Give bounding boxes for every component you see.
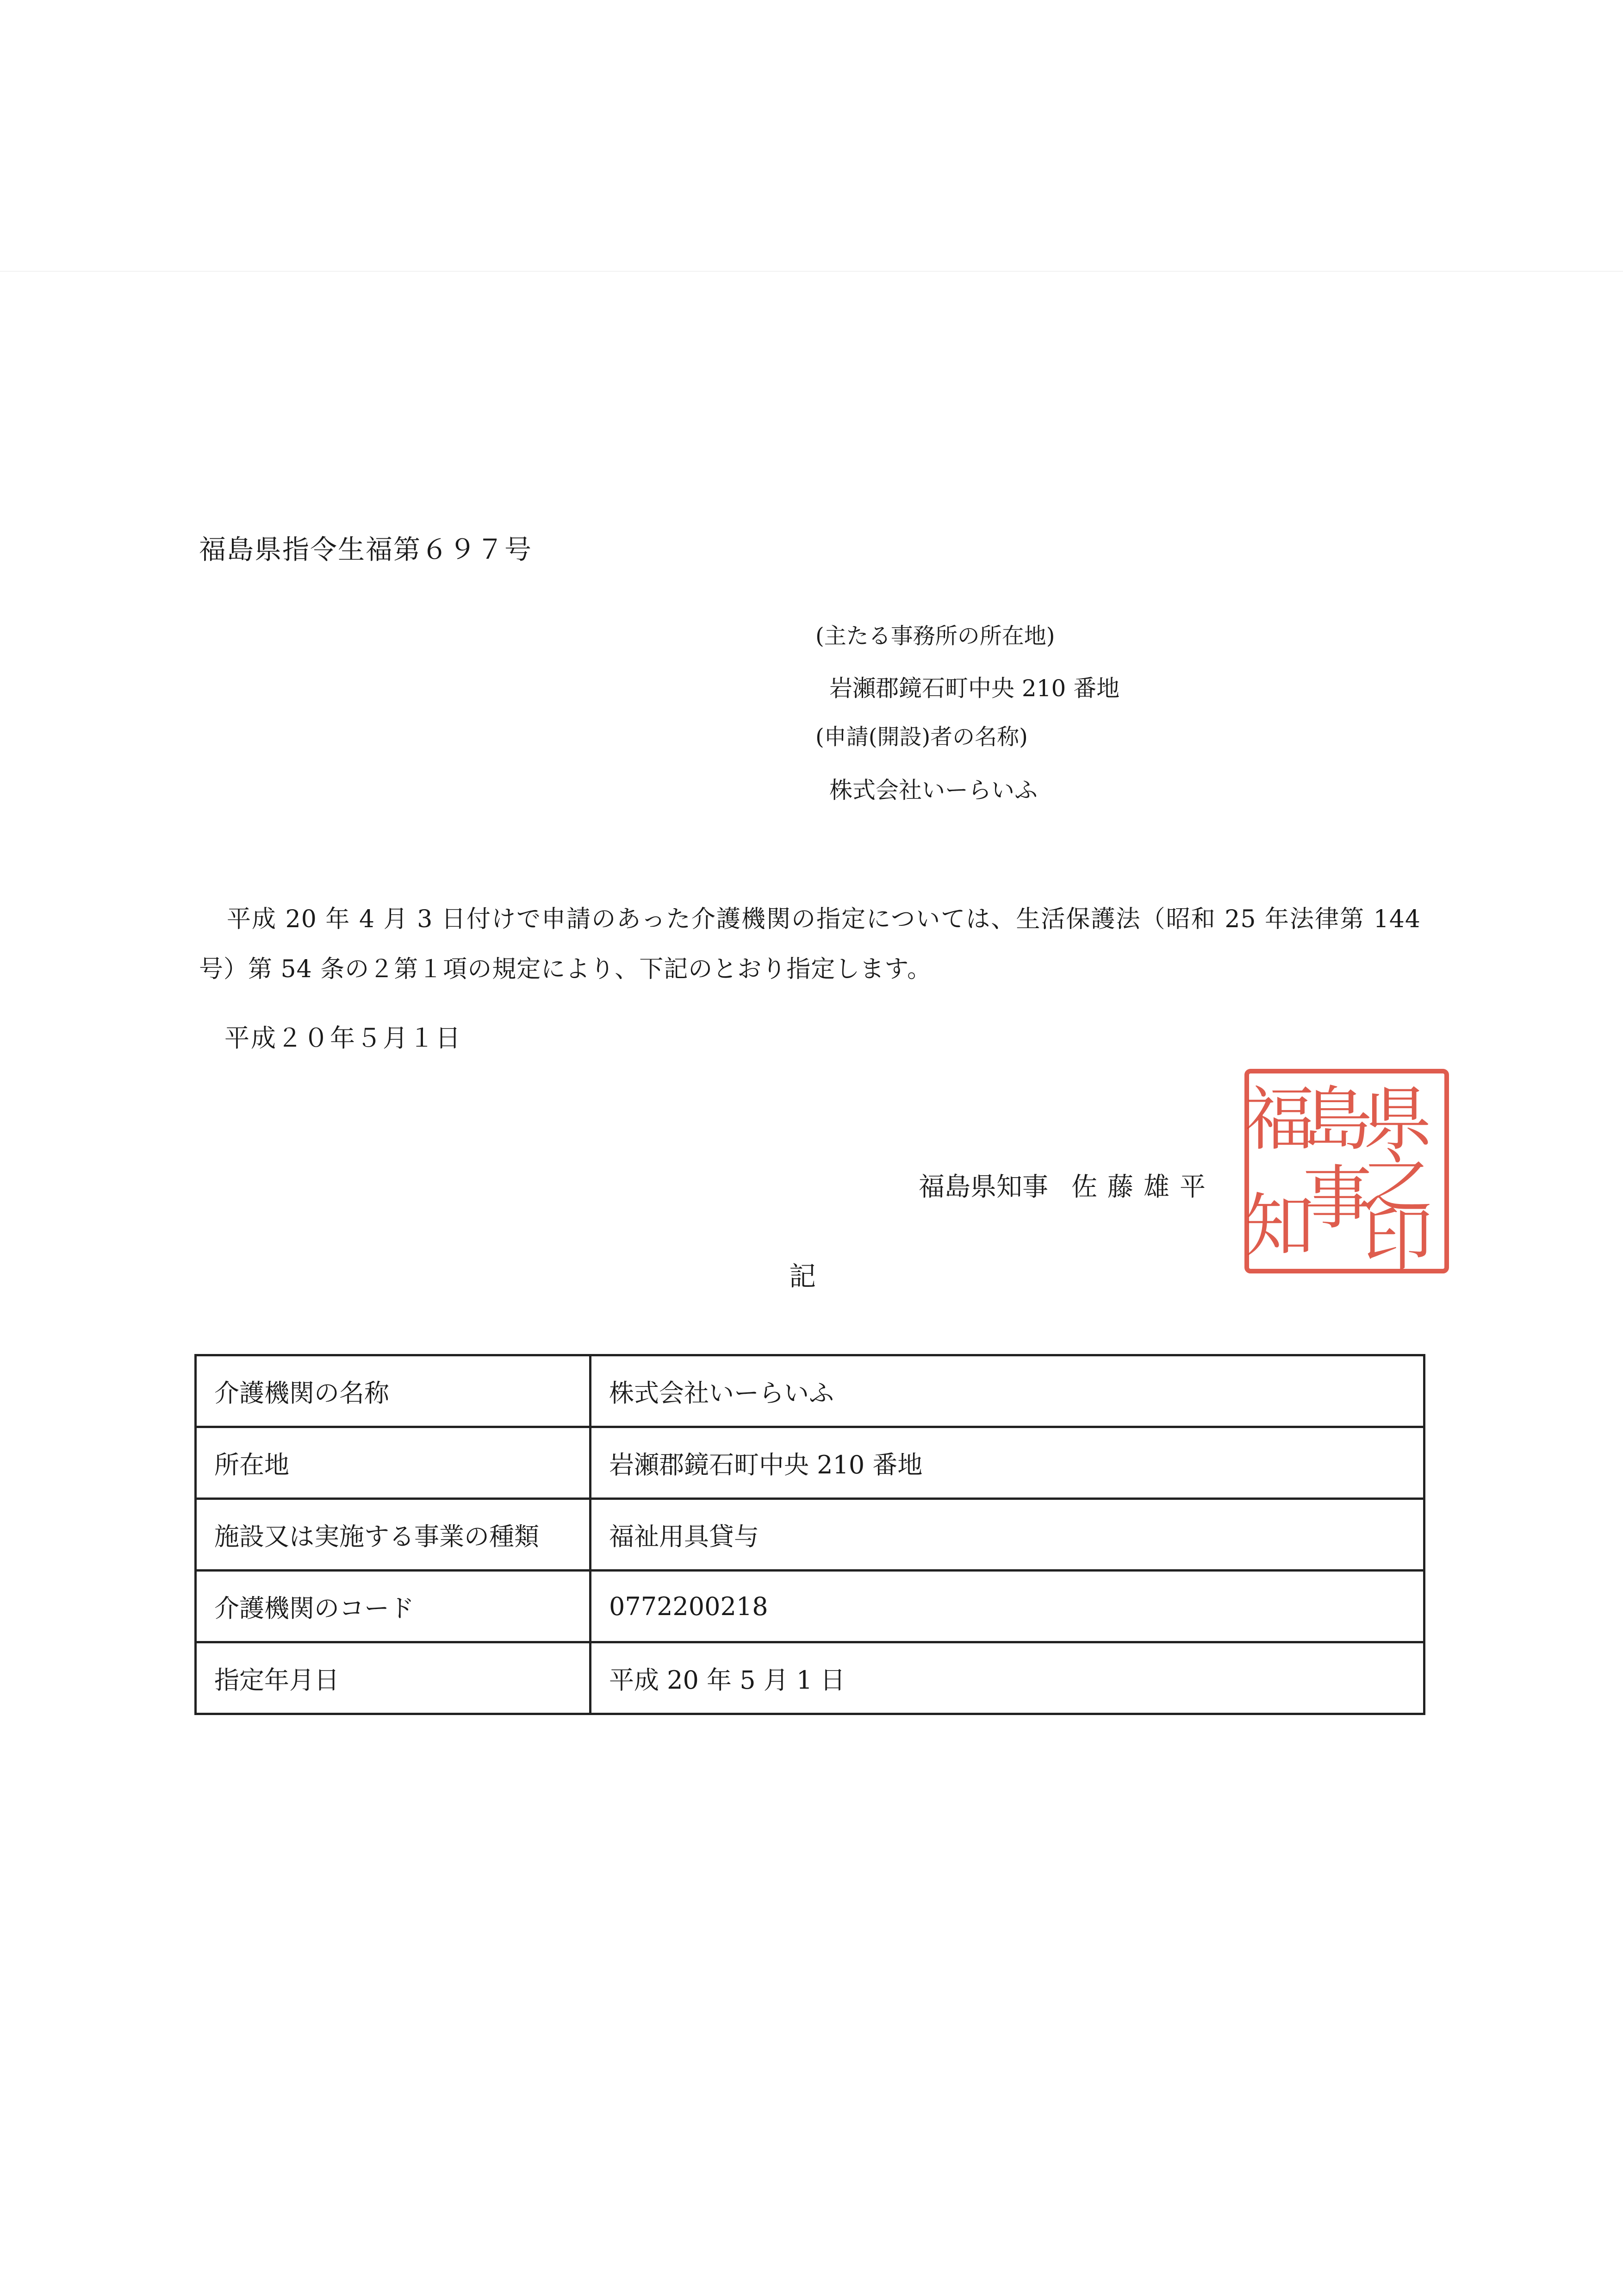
row-label: 施設又は実施する事業の種類	[196, 1499, 591, 1571]
applicant-name-value: 株式会社いーらいふ	[829, 777, 1038, 804]
governor-signature	[919, 1167, 1216, 1204]
table-row	[196, 1355, 1424, 1427]
table-row	[196, 1571, 1424, 1642]
governor-seal-stamp	[1240, 1065, 1453, 1278]
svg-text:福: 福	[1244, 1079, 1315, 1160]
row-label: 介護機関のコード	[196, 1571, 591, 1642]
row-value: 平成 20 年 5 月 1 日	[591, 1642, 1424, 1714]
svg-text:知: 知	[1244, 1186, 1315, 1267]
svg-text:印: 印	[1362, 1200, 1433, 1278]
svg-text:之: 之	[1362, 1142, 1433, 1223]
designation-details-table	[194, 1354, 1425, 1715]
applicant-name-label: (申請(開設)者の名称)	[815, 724, 1028, 750]
row-label: 指定年月日	[196, 1642, 591, 1714]
row-value: 福祉用具貸与	[591, 1499, 1424, 1571]
row-value: 岩瀬郡鏡石町中央 210 番地	[591, 1427, 1424, 1499]
issue-date: 平成２０年５月１日	[224, 1023, 462, 1053]
governor-title: 福島県知事	[919, 1172, 1048, 1202]
scan-edge-line	[0, 271, 1623, 272]
governor-name: 佐藤雄平	[1071, 1172, 1216, 1202]
svg-text:事: 事	[1302, 1158, 1373, 1239]
svg-text:島: 島	[1302, 1079, 1373, 1160]
row-value: 株式会社いーらいふ	[591, 1355, 1424, 1427]
ki-heading: 記	[789, 1260, 816, 1292]
row-label: 介護機関の名称	[196, 1355, 591, 1427]
row-label: 所在地	[196, 1427, 591, 1499]
designation-body-text: 平成 20 年 4 月 3 日付けで申請のあった介護機関の指定については、生活保護法（昭和 25 年法律第 144 号）第 54 条の２第１項の規定により、下記のとおり指定します。	[199, 905, 1421, 983]
address-value: 岩瀬郡鏡石町中央 210 番地	[829, 675, 1120, 702]
row-value: 0772200218	[591, 1571, 1424, 1642]
table-row	[196, 1642, 1424, 1714]
address-label: (主たる事務所の所在地)	[815, 623, 1055, 649]
document-number: 福島県指令生福第６９７号	[199, 534, 533, 565]
svg-text:県: 県	[1362, 1079, 1433, 1160]
table-row	[196, 1427, 1424, 1499]
table-row	[196, 1499, 1424, 1571]
